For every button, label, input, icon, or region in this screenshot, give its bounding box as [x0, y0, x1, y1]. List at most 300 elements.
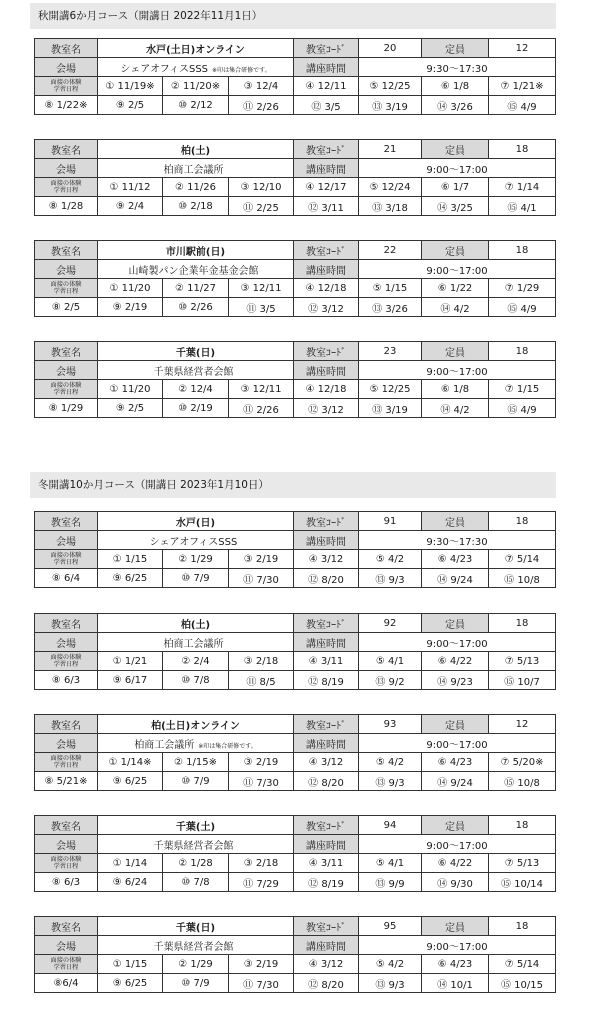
class-capacity: 18 [489, 816, 556, 835]
session-date: ⑪ 7/30 [229, 772, 294, 791]
class-capacity: 18 [489, 342, 556, 361]
schedule-label [35, 955, 98, 974]
session-date: ⑮ 4/1 [489, 197, 556, 216]
session-date: ③ 12/10 [229, 178, 294, 197]
class-row-venue [35, 58, 556, 77]
session-date: ⑫ 8/20 [294, 974, 359, 993]
session-date: ⑭ 9/24 [422, 772, 489, 791]
session-date: ② 11/20※ [163, 77, 229, 96]
session-date: ⑫ 3/5 [294, 96, 359, 115]
schedule-row [35, 550, 556, 569]
class-capacity: 12 [489, 715, 556, 734]
session-date: ⑬ 3/19 [359, 399, 422, 418]
class-code: 92 [359, 614, 422, 633]
class-venue [98, 936, 294, 955]
class-time: 9:30～17:30 [359, 58, 556, 77]
class-name: 柏(土) [98, 140, 294, 159]
session-date: ⑪ 7/30 [229, 569, 294, 588]
session-date: ⑭ 4/2 [422, 298, 489, 317]
session-date: ⑥ 1/7 [422, 178, 489, 197]
session-date: ⑤ 4/2 [359, 550, 422, 569]
session-date: ⑬ 3/19 [359, 96, 422, 115]
session-date: ③ 2/18 [229, 652, 294, 671]
session-date: ③ 12/4 [229, 77, 294, 96]
time-label: 講座時間 [294, 260, 359, 279]
session-date: ⑬ 9/3 [359, 974, 422, 993]
room-label: 教室名 [35, 917, 98, 936]
session-date: ⑧ 6/3 [35, 873, 98, 892]
session-date: ⑥ 4/22 [422, 652, 489, 671]
class-code: 20 [359, 39, 422, 58]
session-date: ⑥ 4/23 [422, 955, 489, 974]
session-date: ⑬ 9/3 [359, 772, 422, 791]
schedule-label [35, 279, 98, 298]
schedule-row [35, 197, 556, 216]
class-time: 9:00～17:00 [359, 633, 556, 652]
session-date: ⑤ 4/1 [359, 854, 422, 873]
session-date: ① 1/15 [98, 955, 163, 974]
session-date: ⑫ 3/11 [294, 197, 359, 216]
capacity-label: 定員 [422, 342, 489, 361]
class-time: 9:00～17:00 [359, 734, 556, 753]
session-date: ⑫ 8/20 [294, 772, 359, 791]
class-row-venue [35, 361, 556, 380]
session-date: ② 1/29 [163, 955, 229, 974]
venue-text: シェアオフィスSSS [149, 536, 238, 548]
session-date: ④ 12/17 [294, 178, 359, 197]
class-row-name [35, 614, 556, 633]
session-date: ⑩ 7/9 [163, 974, 229, 993]
venue-text: 千葉県経営者会館 [153, 840, 234, 852]
class-code: 93 [359, 715, 422, 734]
venue-text: 千葉県経営者会館 [153, 366, 234, 378]
class-code: 22 [359, 241, 422, 260]
class-table [34, 613, 556, 652]
session-date: ⑧ 2/5 [35, 298, 98, 317]
session-date: ⑦ 5/20※ [489, 753, 556, 772]
session-date: ① 1/15 [98, 550, 163, 569]
session-date: ⑧ 6/3 [35, 671, 98, 690]
class-code: 91 [359, 512, 422, 531]
session-date: ⑤ 4/2 [359, 753, 422, 772]
class-table [34, 916, 556, 955]
class-capacity: 18 [489, 614, 556, 633]
class-name: 市川駅前(日) [98, 241, 294, 260]
capacity-label: 定員 [422, 917, 489, 936]
class-name: 柏(土日)オンライン [98, 715, 294, 734]
venue-label: 会場 [35, 58, 98, 77]
session-date: ⑩ 2/12 [163, 96, 229, 115]
session-date: ② 11/26 [163, 178, 229, 197]
venue-label: 会場 [35, 159, 98, 178]
session-date: ⑧ 1/28 [35, 197, 98, 216]
schedule-table [34, 379, 556, 418]
section-header: 冬開講10か月コース（開講日 2023年1月10日） [30, 472, 556, 498]
schedule-label-2: 学習日程 [53, 863, 79, 870]
schedule-label-2: 学習日程 [53, 559, 79, 566]
code-label: 教室ｺｰﾄﾞ [294, 140, 359, 159]
section-header: 秋開講6か月コース（開講日 2022年11月1日） [30, 3, 556, 29]
class-table [34, 511, 556, 550]
class-time: 9:00～17:00 [359, 936, 556, 955]
session-date: ③ 2/19 [229, 955, 294, 974]
session-date: ① 11/20 [98, 380, 163, 399]
schedule-label-2: 学習日程 [53, 86, 79, 93]
schedule-table [34, 954, 556, 993]
class-venue [98, 260, 294, 279]
session-date: ⑫ 8/20 [294, 569, 359, 588]
session-date: ③ 12/11 [229, 380, 294, 399]
schedule-label-1: 面接の体験 [50, 856, 82, 863]
class-venue [98, 58, 294, 77]
session-date: ⑨ 2/4 [98, 197, 163, 216]
schedule-label-2: 学習日程 [53, 288, 79, 295]
session-date: ⑮ 10/8 [489, 772, 556, 791]
time-label: 講座時間 [294, 734, 359, 753]
class-venue [98, 361, 294, 380]
session-date: ③ 2/19 [229, 550, 294, 569]
session-date: ⑨ 6/17 [98, 671, 163, 690]
venue-label: 会場 [35, 531, 98, 550]
session-date: ⑮ 10/15 [489, 974, 556, 993]
session-date: ⑭ 10/1 [422, 974, 489, 993]
room-label: 教室名 [35, 342, 98, 361]
session-date: ⑪ 7/29 [229, 873, 294, 892]
collective-note: ※印は集合研修です。 [212, 66, 271, 74]
class-code: 94 [359, 816, 422, 835]
session-date: ⑬ 9/9 [359, 873, 422, 892]
schedule-row [35, 77, 556, 96]
session-date: ⑩ 2/18 [163, 197, 229, 216]
session-date: ⑤ 4/2 [359, 955, 422, 974]
class-capacity: 18 [489, 241, 556, 260]
venue-text: 山崎製パン企業年金基金会館 [128, 265, 259, 277]
session-date: ⑮ 4/9 [489, 96, 556, 115]
session-date: ⑨ 2/19 [98, 298, 163, 317]
schedule-table [34, 76, 556, 115]
schedule-row [35, 380, 556, 399]
class-row-venue [35, 936, 556, 955]
schedule-label-2: 学習日程 [53, 661, 79, 668]
capacity-label: 定員 [422, 715, 489, 734]
schedule-row [35, 96, 556, 115]
venue-label: 会場 [35, 835, 98, 854]
room-label: 教室名 [35, 39, 98, 58]
code-label: 教室ｺｰﾄﾞ [294, 342, 359, 361]
venue-label: 会場 [35, 633, 98, 652]
schedule-label [35, 652, 98, 671]
class-capacity: 12 [489, 39, 556, 58]
schedule-label-2: 学習日程 [53, 389, 79, 396]
session-date: ⑭ 9/23 [422, 671, 489, 690]
class-row-name [35, 140, 556, 159]
class-row-venue [35, 633, 556, 652]
class-row-name [35, 715, 556, 734]
session-date: ⑩ 2/19 [163, 399, 229, 418]
class-name: 水戸(土日)オンライン [98, 39, 294, 58]
schedule-row [35, 671, 556, 690]
schedule-table [34, 278, 556, 317]
session-date: ⑩ 7/8 [163, 671, 229, 690]
schedule-label [35, 854, 98, 873]
schedule-label-2: 学習日程 [53, 762, 79, 769]
session-date: ⑤ 12/25 [359, 380, 422, 399]
session-date: ⑮ 10/14 [489, 873, 556, 892]
session-date: ⑧ 1/22※ [35, 96, 98, 115]
session-date: ⑭ 3/25 [422, 197, 489, 216]
class-time: 9:00～17:00 [359, 159, 556, 178]
session-date: ⑨ 2/5 [98, 96, 163, 115]
class-row-name [35, 342, 556, 361]
schedule-label [35, 178, 98, 197]
session-date: ⑦ 5/13 [489, 652, 556, 671]
schedule-row [35, 955, 556, 974]
session-date: ③ 2/18 [229, 854, 294, 873]
session-date: ⑥ 4/22 [422, 854, 489, 873]
session-date: ⑤ 12/24 [359, 178, 422, 197]
class-row-name [35, 241, 556, 260]
room-label: 教室名 [35, 512, 98, 531]
session-date: ① 11/12 [98, 178, 163, 197]
session-date: ⑥ 4/23 [422, 753, 489, 772]
session-date: ⑨ 2/5 [98, 399, 163, 418]
time-label: 講座時間 [294, 531, 359, 550]
class-name: 柏(土) [98, 614, 294, 633]
session-date: ① 11/20 [98, 279, 163, 298]
session-date: ② 1/15※ [163, 753, 229, 772]
class-name: 水戸(日) [98, 512, 294, 531]
session-date: ⑫ 3/12 [294, 399, 359, 418]
session-date: ④ 12/11 [294, 77, 359, 96]
session-date: ③ 2/19 [229, 753, 294, 772]
class-name: 千葉(日) [98, 917, 294, 936]
venue-text: 千葉県経営者会館 [153, 941, 234, 953]
session-date: ④ 3/12 [294, 955, 359, 974]
schedule-label-1: 面接の体験 [50, 654, 82, 661]
code-label: 教室ｺｰﾄﾞ [294, 39, 359, 58]
session-date: ⑩ 2/26 [163, 298, 229, 317]
session-date: ① 1/21 [98, 652, 163, 671]
session-date: ⑭ 9/30 [422, 873, 489, 892]
time-label: 講座時間 [294, 361, 359, 380]
time-label: 講座時間 [294, 633, 359, 652]
class-row-name [35, 39, 556, 58]
session-date: ⑥ 4/23 [422, 550, 489, 569]
class-table [34, 341, 556, 380]
session-date: ② 1/29 [163, 550, 229, 569]
class-row-venue [35, 159, 556, 178]
time-label: 講座時間 [294, 159, 359, 178]
session-date: ⑨ 6/24 [98, 873, 163, 892]
schedule-row [35, 399, 556, 418]
capacity-label: 定員 [422, 140, 489, 159]
schedule-row [35, 569, 556, 588]
code-label: 教室ｺｰﾄﾞ [294, 816, 359, 835]
class-venue [98, 633, 294, 652]
session-date: ① 1/14※ [98, 753, 163, 772]
class-time: 9:00～17:00 [359, 260, 556, 279]
code-label: 教室ｺｰﾄﾞ [294, 241, 359, 260]
venue-text: 柏商工会議所 [134, 739, 195, 751]
venue-label: 会場 [35, 734, 98, 753]
code-label: 教室ｺｰﾄﾞ [294, 715, 359, 734]
class-time: 9:00～17:00 [359, 361, 556, 380]
session-date: ⑤ 12/25 [359, 77, 422, 96]
session-date: ⑭ 4/2 [422, 399, 489, 418]
session-date: ⑪ 2/25 [229, 197, 294, 216]
schedule-label-1: 面接の体験 [50, 281, 82, 288]
class-name: 千葉(土) [98, 816, 294, 835]
session-date: ⑥ 1/22 [422, 279, 489, 298]
session-date: ① 11/19※ [98, 77, 163, 96]
class-row-name [35, 816, 556, 835]
session-date: ⑪ 7/30 [229, 974, 294, 993]
session-date: ⑪ 2/26 [229, 399, 294, 418]
session-date: ⑩ 7/9 [163, 569, 229, 588]
session-date: ⑦ 5/14 [489, 955, 556, 974]
session-date: ⑧6/4 [35, 974, 98, 993]
schedule-row [35, 772, 556, 791]
schedule-label [35, 77, 98, 96]
schedule-label-1: 面接の体験 [50, 755, 82, 762]
session-date: ④ 3/12 [294, 753, 359, 772]
room-label: 教室名 [35, 816, 98, 835]
session-date: ② 11/27 [163, 279, 229, 298]
venue-text: 柏商工会議所 [163, 164, 224, 176]
room-label: 教室名 [35, 614, 98, 633]
class-capacity: 18 [489, 917, 556, 936]
session-date: ⑭ 9/24 [422, 569, 489, 588]
schedule-row [35, 178, 556, 197]
schedule-label-1: 面接の体験 [50, 552, 82, 559]
schedule-row [35, 854, 556, 873]
time-label: 講座時間 [294, 58, 359, 77]
session-date: ⑮ 4/9 [489, 399, 556, 418]
class-code: 21 [359, 140, 422, 159]
class-row-name [35, 512, 556, 531]
time-label: 講座時間 [294, 835, 359, 854]
venue-label: 会場 [35, 260, 98, 279]
schedule-label [35, 550, 98, 569]
schedule-row [35, 753, 556, 772]
schedule-label-2: 学習日程 [53, 964, 79, 971]
session-date: ④ 12/18 [294, 279, 359, 298]
session-date: ⑬ 9/3 [359, 569, 422, 588]
session-date: ⑬ 3/26 [359, 298, 422, 317]
session-date: ⑦ 1/21※ [489, 77, 556, 96]
session-date: ⑬ 3/18 [359, 197, 422, 216]
session-date: ⑮ 10/7 [489, 671, 556, 690]
class-row-venue [35, 531, 556, 550]
class-capacity: 18 [489, 140, 556, 159]
session-date: ④ 3/12 [294, 550, 359, 569]
code-label: 教室ｺｰﾄﾞ [294, 614, 359, 633]
class-row-venue [35, 734, 556, 753]
time-label: 講座時間 [294, 936, 359, 955]
venue-text: シェアオフィスSSS [120, 63, 209, 75]
session-date: ⑨ 6/25 [98, 569, 163, 588]
capacity-label: 定員 [422, 39, 489, 58]
session-date: ⑫ 8/19 [294, 671, 359, 690]
schedule-label-1: 面接の体験 [50, 957, 82, 964]
session-date: ⑪ 8/5 [229, 671, 294, 690]
capacity-label: 定員 [422, 816, 489, 835]
session-date: ⑬ 9/2 [359, 671, 422, 690]
session-date: ⑦ 1/15 [489, 380, 556, 399]
class-venue [98, 835, 294, 854]
class-row-name [35, 917, 556, 936]
session-date: ⑦ 5/13 [489, 854, 556, 873]
session-date: ⑦ 1/29 [489, 279, 556, 298]
session-date: ⑩ 7/8 [163, 873, 229, 892]
session-date: ② 12/4 [163, 380, 229, 399]
class-row-venue [35, 260, 556, 279]
schedule-row [35, 298, 556, 317]
session-date: ① 1/14 [98, 854, 163, 873]
session-date: ⑫ 3/12 [294, 298, 359, 317]
capacity-label: 定員 [422, 512, 489, 531]
session-date: ④ 3/11 [294, 652, 359, 671]
capacity-label: 定員 [422, 614, 489, 633]
venue-text: 柏商工会議所 [163, 638, 224, 650]
venue-label: 会場 [35, 361, 98, 380]
session-date: ⑮ 4/9 [489, 298, 556, 317]
class-code: 95 [359, 917, 422, 936]
class-table [34, 714, 556, 753]
schedule-label-1: 面接の体験 [50, 382, 82, 389]
class-time: 9:00～17:00 [359, 835, 556, 854]
session-date: ⑦ 5/14 [489, 550, 556, 569]
class-capacity: 18 [489, 512, 556, 531]
code-label: 教室ｺｰﾄﾞ [294, 917, 359, 936]
session-date: ⑪ 2/26 [229, 96, 294, 115]
session-date: ⑥ 1/8 [422, 77, 489, 96]
schedule-row [35, 873, 556, 892]
schedule-table [34, 752, 556, 791]
session-date: ⑧ 6/4 [35, 569, 98, 588]
room-label: 教室名 [35, 715, 98, 734]
class-venue [98, 531, 294, 550]
session-date: ④ 3/11 [294, 854, 359, 873]
schedule-table [34, 549, 556, 588]
session-date: ④ 12/18 [294, 380, 359, 399]
class-table [34, 815, 556, 854]
schedule-row [35, 652, 556, 671]
class-code: 23 [359, 342, 422, 361]
session-date: ② 1/28 [163, 854, 229, 873]
session-date: ⑨ 6/25 [98, 974, 163, 993]
schedule-label-2: 学習日程 [53, 187, 79, 194]
schedule-table [34, 177, 556, 216]
class-table [34, 240, 556, 279]
class-table [34, 139, 556, 178]
session-date: ③ 12/11 [229, 279, 294, 298]
collective-note: ※印は集合研修です。 [198, 742, 257, 750]
session-date: ⑮ 10/8 [489, 569, 556, 588]
session-date: ⑩ 7/9 [163, 772, 229, 791]
room-label: 教室名 [35, 241, 98, 260]
class-venue [98, 734, 294, 753]
class-table [34, 38, 556, 77]
schedule-table [34, 853, 556, 892]
session-date: ⑦ 1/14 [489, 178, 556, 197]
schedule-row [35, 974, 556, 993]
venue-label: 会場 [35, 936, 98, 955]
session-date: ⑧ 5/21※ [35, 772, 98, 791]
room-label: 教室名 [35, 140, 98, 159]
session-date: ⑫ 8/19 [294, 873, 359, 892]
session-date: ⑧ 1/29 [35, 399, 98, 418]
